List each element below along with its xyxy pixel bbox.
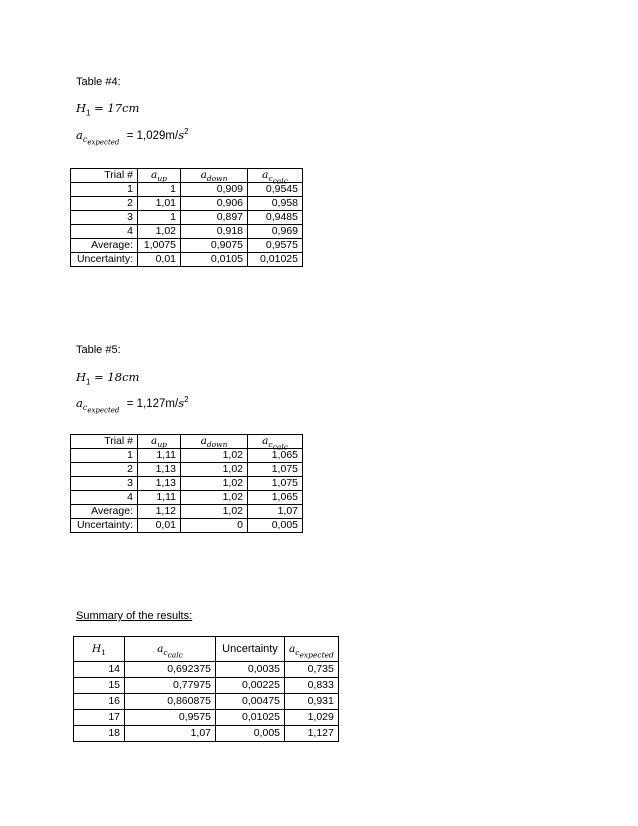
table-row: 2 1,13 1,02 1,075 bbox=[71, 463, 303, 477]
table5-a-unit-exp: 2 bbox=[184, 395, 189, 405]
table-row: 3 1,13 1,02 1,075 bbox=[71, 477, 303, 491]
table5-height-equation bbox=[76, 370, 140, 387]
table4-a-sub: c bbox=[82, 135, 88, 145]
table4-a-eq: = 1,029m/ bbox=[126, 130, 179, 142]
table5-a-sub: c bbox=[82, 403, 88, 413]
header-cell-a-expected: $a_{c_{expected}}$ bbox=[285, 637, 339, 662]
header-cell-trial: Trial # bbox=[71, 169, 138, 183]
table-header-row bbox=[74, 637, 339, 662]
table5-expected-equation bbox=[76, 395, 189, 415]
table-row: 3 1 0,897 0,9485 bbox=[71, 211, 303, 225]
table5-h-eq: = 18cm bbox=[94, 370, 140, 384]
table4-h-eq: = 17cm bbox=[94, 101, 140, 115]
table-row: 18 1,07 0,005 1,127 bbox=[74, 726, 339, 742]
header-cell-a-down: $a_{down}$ bbox=[181, 435, 248, 449]
table5-a-subsub: expected bbox=[87, 406, 120, 415]
table-row: 4 1,02 0,918 0,969 bbox=[71, 225, 303, 239]
table-row: 15 0,77975 0,00225 0,833 bbox=[74, 678, 339, 694]
table-row: 1 1 0,909 0,9545 bbox=[71, 183, 303, 197]
header-cell-a-up: $a_{up}$ bbox=[138, 169, 181, 183]
table-row-uncertainty: Uncertainty: 0,01 0,0105 0,01025 bbox=[71, 253, 303, 267]
table-row-uncertainty: Uncertainty: 0,01 0 0,005 bbox=[71, 519, 303, 533]
table4-a-subsub: expected bbox=[87, 138, 120, 147]
header-cell-trial: Trial # bbox=[71, 435, 138, 449]
header-cell-uncertainty: Uncertainty bbox=[216, 637, 285, 662]
table4-a-unit-s: s bbox=[178, 128, 185, 142]
header-cell-a-down: $a_{down}$ bbox=[181, 169, 248, 183]
table-row: 1 1,11 1,02 1,065 bbox=[71, 449, 303, 463]
table-row: 14 0,692375 0,0035 0,735 bbox=[74, 662, 339, 678]
header-cell-a-up: $a_{up}$ bbox=[138, 435, 181, 449]
table4-a-var: a bbox=[76, 128, 83, 142]
table-row: 17 0,9575 0,01025 1,029 bbox=[74, 710, 339, 726]
table5-h-var: H bbox=[76, 370, 87, 384]
table-header-row bbox=[71, 435, 303, 449]
table5-a-var: a bbox=[76, 396, 83, 410]
table4 bbox=[70, 168, 303, 267]
header-cell-a-calc: $a_{c_{calc}}$ bbox=[248, 435, 303, 449]
table4-expected-equation bbox=[76, 127, 189, 147]
table-header-row bbox=[71, 169, 303, 183]
table-row: 4 1,11 1,02 1,065 bbox=[71, 491, 303, 505]
header-cell-h1: $H_1$ bbox=[74, 637, 125, 662]
table-row: 2 1,01 0,906 0,958 bbox=[71, 197, 303, 211]
table4-height-equation bbox=[76, 101, 140, 118]
table5 bbox=[70, 434, 303, 533]
table-row-average: Average: 1,12 1,02 1,07 bbox=[71, 505, 303, 519]
table4-a-unit-exp: 2 bbox=[184, 127, 189, 137]
header-cell-a-calc: $a_{c_{calc}}$ bbox=[125, 637, 216, 662]
table5-a-unit-s: s bbox=[178, 396, 185, 410]
table5-title: Table #5: bbox=[76, 344, 121, 356]
table5-a-eq: = 1,127m/ bbox=[126, 398, 179, 410]
table5-h-sub: 1 bbox=[86, 377, 91, 387]
table4-h-sub: 1 bbox=[86, 108, 91, 118]
table-row: 16 0,860875 0,00475 0,931 bbox=[74, 694, 339, 710]
summary-title: Summary of the results: bbox=[76, 610, 193, 622]
table4-title: Table #4: bbox=[76, 76, 121, 88]
table-row-average: Average: 1,0075 0,9075 0,9575 bbox=[71, 239, 303, 253]
summary-table bbox=[73, 636, 339, 742]
header-cell-a-calc: $a_{c_{calc}}$ bbox=[248, 169, 303, 183]
table4-h-var: H bbox=[76, 101, 87, 115]
